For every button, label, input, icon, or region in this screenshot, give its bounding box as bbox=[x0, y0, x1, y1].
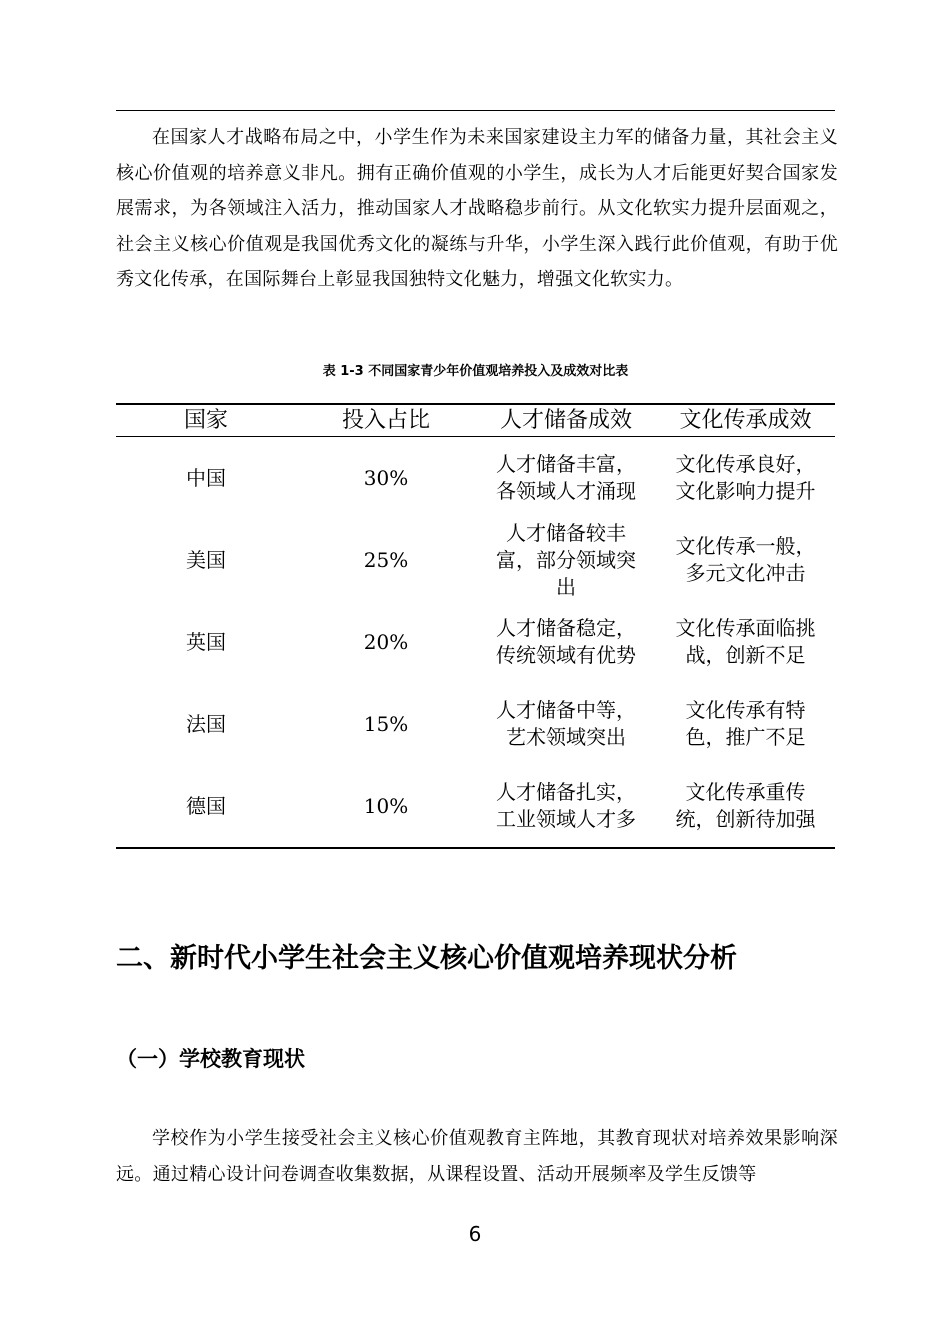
cell-talent bbox=[476, 437, 656, 520]
cell-culture-text: 文化传承面临挑战，创新不足 bbox=[675, 616, 816, 667]
cell-talent-text: 人才储备丰富，各领域人才涌现 bbox=[496, 452, 636, 503]
header-ratio: 投入占比 bbox=[296, 404, 476, 437]
cell-culture-text: 文化传承有特色，推广不足 bbox=[685, 698, 806, 749]
body-paragraph: 在国家人才战略布局之中，小学生作为未来国家建设主力军的储备力量，其社会主义核心价值观的培养意义非凡。拥有正确价值观的小学生，成长为人才后能更好契合国家发展需求，为各领域注入活力，推动国家人才战略稳步前行。从文化软实力提升层面观之，社会主义核心价值观是我国优秀文化的凝练与升华，小学生深入践行此价值观，有助于优秀文化传承，在国际舞台上彰显我国独特文化魅力，增强文化软实力。 bbox=[116, 127, 838, 290]
cell-culture-text: 文化传承重传统，创新待加强 bbox=[675, 780, 816, 831]
page-number: 6 bbox=[468, 1222, 482, 1246]
subsection-heading: （一）学校教育现状 bbox=[116, 1047, 305, 1071]
table-header-row bbox=[116, 404, 835, 437]
cell-ratio: 15% bbox=[363, 711, 409, 736]
cell-country: 美国 bbox=[186, 547, 226, 572]
cell-culture bbox=[656, 683, 835, 765]
table-row bbox=[116, 519, 835, 601]
cell-culture bbox=[656, 601, 835, 683]
cell-ratio: 30% bbox=[363, 465, 409, 490]
cell-talent-text: 人才储备较丰富，部分领域突出 bbox=[496, 520, 636, 599]
header-culture: 文化传承成效 bbox=[656, 404, 835, 437]
cell-ratio: 25% bbox=[363, 547, 409, 572]
cell-talent-text: 人才储备稳定，传统领域有优势 bbox=[496, 616, 636, 667]
header-rule bbox=[116, 110, 835, 111]
cell-ratio: 20% bbox=[363, 629, 409, 654]
cell-talent-text: 人才储备扎实，工业领域人才多 bbox=[496, 780, 636, 831]
cell-talent bbox=[476, 765, 656, 848]
table-caption: 表 1-3 不同国家青少年价值观培养投入及成效对比表 bbox=[322, 364, 629, 379]
cell-culture bbox=[656, 437, 835, 520]
cell-talent bbox=[476, 683, 656, 765]
table-row bbox=[116, 601, 835, 683]
table-row bbox=[116, 765, 835, 848]
comparison-table bbox=[116, 403, 835, 849]
cell-talent-text: 人才储备中等，艺术领域突出 bbox=[496, 698, 636, 749]
header-talent: 人才储备成效 bbox=[476, 404, 656, 437]
cell-culture bbox=[656, 765, 835, 848]
cell-ratio: 10% bbox=[296, 765, 476, 848]
section-heading: 二、新时代小学生社会主义核心价值观培养现状分析 bbox=[116, 943, 737, 974]
cell-country: 中国 bbox=[186, 465, 226, 490]
cell-culture-text: 文化传承良好，文化影响力提升 bbox=[675, 452, 816, 503]
cell-country: 英国 bbox=[186, 629, 226, 654]
cell-country: 法国 bbox=[186, 711, 226, 736]
header-country: 国家 bbox=[116, 404, 296, 437]
cell-culture-text: 文化传承一般，多元文化冲击 bbox=[675, 534, 816, 585]
table-row bbox=[116, 437, 835, 520]
body-paragraph: 学校作为小学生接受社会主义核心价值观教育主阵地，其教育现状对培养效果影响深远。通过精心设计问卷调查收集数据，从课程设置、活动开展频率及学生反馈等 bbox=[116, 1128, 838, 1185]
table-row bbox=[116, 683, 835, 765]
cell-culture bbox=[656, 519, 835, 601]
cell-talent bbox=[476, 519, 656, 601]
cell-country: 德国 bbox=[116, 765, 296, 848]
cell-talent bbox=[476, 601, 656, 683]
